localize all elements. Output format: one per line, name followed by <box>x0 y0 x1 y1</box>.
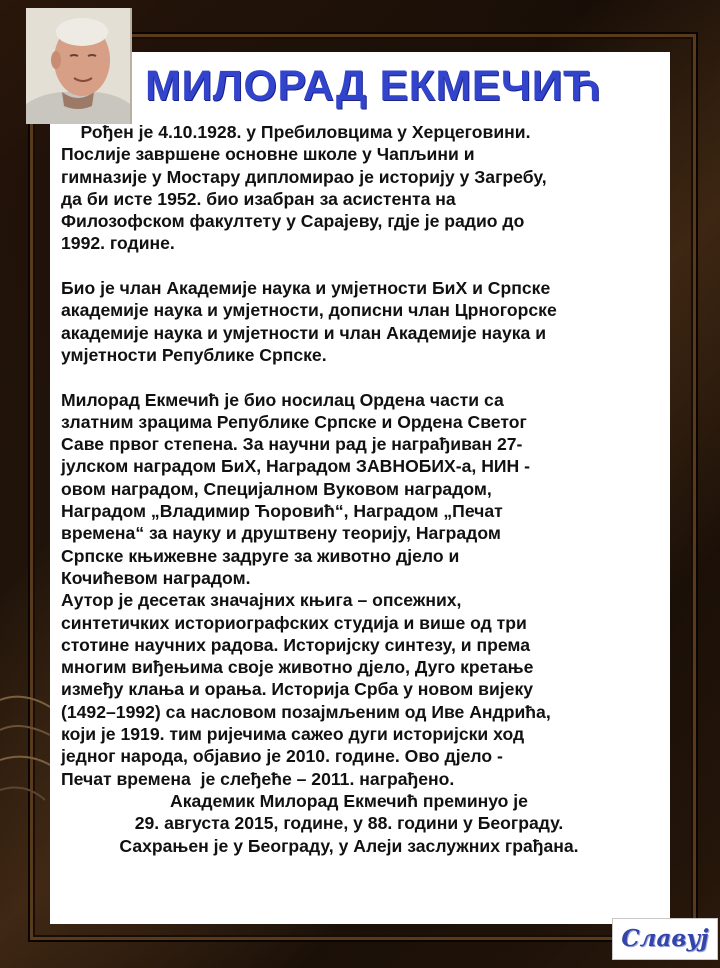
text-line: Печат времена је слеђеће – 2011. награђено. <box>61 768 455 789</box>
text-line: Рођен је 4.10.1928. у Пребиловцима у Херцеговини. <box>61 122 531 142</box>
paragraph-gap <box>61 366 661 388</box>
paragraph-awards-works <box>61 389 661 790</box>
text-line: (1492–1992) са насловом позајмљеним од Иве Андрића, <box>61 701 551 722</box>
paragraph-death <box>61 790 661 857</box>
text-line: Милорад Екмечић је био носилац Ордена части са <box>61 389 504 410</box>
paragraph-birth <box>61 121 661 255</box>
text-line: златним зрацима Републике Српске и Ордена Светог <box>61 411 527 432</box>
text-line: једног народа, објавио је 2010. године. Ово дјело - <box>61 746 503 767</box>
signature-label: Славуј <box>612 918 718 960</box>
text-line: умјетности Републике Српске. <box>61 344 327 365</box>
page-title: МИЛОРАД ЕКМЕЧИЋ <box>145 62 602 110</box>
text-line: времена“ за науку и друштвену теорију, Наградом <box>61 523 501 544</box>
text-line: 29. августа 2015, године, у 88. години у Београду. <box>134 813 564 834</box>
paragraph-gap <box>61 255 661 277</box>
portrait-photo <box>26 8 132 124</box>
text-line: многим виђењима своје животно дјело, Дуго кретање <box>61 657 534 678</box>
text-line: синтетичких историографских студија и више од три <box>61 612 527 633</box>
text-line: Саве првог степена. За научни рад је награђиван 27- <box>61 434 523 455</box>
text-line: академије наука и умјетности и члан Академије наука и <box>61 322 547 343</box>
text-line: Послије завршене основне школе у Чапљини и <box>61 144 475 165</box>
text-line: Био је члан Академије наука и умјетности БиХ и Српске <box>61 278 551 299</box>
text-line: који је 1919. тим ријечима сажео дуги историјски ход <box>61 724 525 745</box>
text-line: Филозофском факултету у Сарајеву, гдје је радио до <box>61 211 525 232</box>
paragraph-academies <box>61 277 661 366</box>
text-line: академије наука и умјетности, дописни члан Црногорске <box>61 300 557 321</box>
text-line: 1992. године. <box>61 233 175 254</box>
text-line: овом наградом, Специјалном Вуковом наградом, <box>61 478 492 499</box>
text-line: Српске књижевне задруге за животно дјело и <box>61 545 460 566</box>
biography-text <box>61 121 661 857</box>
text-line: да би исте 1952. био изабран за асистента на <box>61 188 456 209</box>
text-line: стотине научних радова. Историјску синтезу, и према <box>61 634 530 655</box>
text-line: између клања и орања. Историја Срба у новом вијеку <box>61 679 534 700</box>
text-line: јулском наградом БиХ, Наградом ЗАВНОБИХ-а, НИН - <box>61 456 531 477</box>
text-line: Сахрањен је у Београду, у Алеји заслужних грађана. <box>119 835 579 856</box>
text-line: Аутор је десетак значајних књига – опсежних, <box>61 590 462 611</box>
text-line: Кочићевом наградом. <box>61 567 251 588</box>
text-line: Наградом „Владимир Ћоровић“, Наградом „Печат <box>61 501 503 522</box>
text-line: гимназије у Мостару дипломирао је историју у Загребу, <box>61 166 547 187</box>
text-line: Академик Милорад Екмечић преминуо је <box>170 790 528 811</box>
